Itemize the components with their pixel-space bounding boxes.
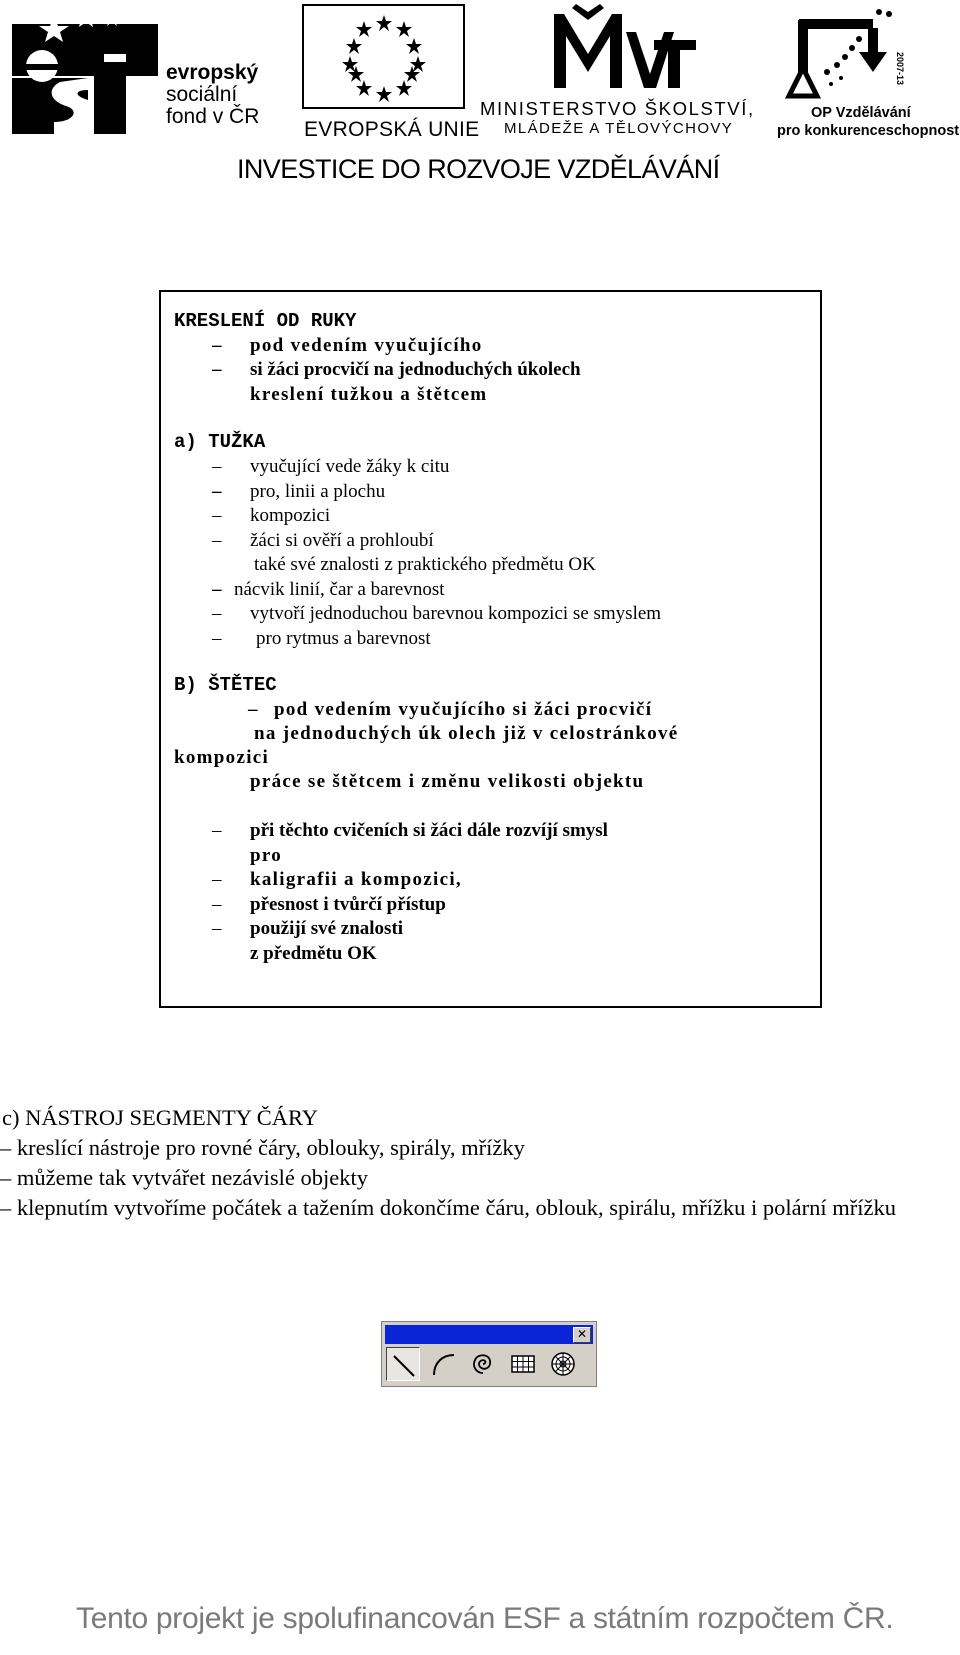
op-subtitle: pro konkurenceschopnost bbox=[777, 123, 960, 139]
dash-marker: – bbox=[212, 918, 222, 939]
esf-logo bbox=[8, 4, 293, 144]
list-item: vytvoří jednoduchou barevnou kompozici se smyslem bbox=[250, 603, 662, 624]
list-item: použijí své znalosti bbox=[250, 918, 404, 939]
toolbar-titlebar[interactable] bbox=[385, 1325, 593, 1344]
list-item: nácvik linií, čar a barevnost bbox=[234, 579, 445, 600]
eu-logo-text: EVROPSKÁ UNIE bbox=[304, 118, 480, 141]
msmt-subtitle: MLÁDEŽE A TĚLOVÝCHOVY bbox=[504, 120, 734, 137]
section-a-title: a) TUŽKA bbox=[174, 431, 266, 453]
list-item: pro, linii a plochu bbox=[250, 481, 386, 502]
rectangular-grid-icon bbox=[506, 1347, 540, 1381]
slide-heading: KRESLENÍ OD RUKY bbox=[174, 310, 357, 332]
section-b-title: B) ŠTĚTEC bbox=[174, 674, 277, 696]
line-segment-icon bbox=[387, 1348, 421, 1382]
intro-line: pod vedením vyučujícího bbox=[250, 335, 483, 356]
list-item: vyučující vede žáky k citu bbox=[250, 456, 450, 477]
slide-box bbox=[159, 290, 822, 1008]
dash-marker: – bbox=[212, 481, 222, 502]
section-b-line: kompozici bbox=[174, 747, 270, 768]
section-b-line: pod vedením vyučujícího si žáci procvičí bbox=[274, 699, 653, 720]
op-logo bbox=[775, 2, 960, 142]
intro-line: kreslení tužkou a štětcem bbox=[250, 384, 488, 405]
msmt-logo bbox=[480, 2, 770, 142]
dash-marker: – bbox=[212, 456, 222, 477]
list-item: pro bbox=[250, 845, 283, 866]
dash-marker: – bbox=[212, 359, 222, 380]
arc-tool-button[interactable] bbox=[426, 1347, 460, 1381]
dash-marker: – bbox=[212, 628, 222, 649]
list-item: kompozici bbox=[250, 505, 331, 526]
line-segment-toolbar bbox=[381, 1321, 597, 1387]
investice-banner: INVESTICE DO ROZVOJE VZDĚLÁVÁNÍ bbox=[237, 154, 720, 184]
dash-marker: – bbox=[212, 820, 222, 841]
list-item: pro rytmus a barevnost bbox=[256, 628, 431, 649]
eu-flag bbox=[302, 4, 465, 109]
list-item: z předmětu OK bbox=[250, 943, 377, 964]
polar-grid-tool-button[interactable] bbox=[546, 1347, 580, 1381]
list-item: přesnost i tvůrčí přístup bbox=[250, 894, 446, 915]
list-item: žáci si ověří a prohloubí bbox=[250, 530, 434, 551]
dash-marker: – bbox=[212, 603, 222, 624]
dash-marker: – bbox=[212, 505, 222, 526]
spiral-tool-button[interactable] bbox=[466, 1347, 500, 1381]
svg-text:2007-13: 2007-13 bbox=[895, 52, 905, 86]
arc-icon bbox=[426, 1347, 460, 1381]
list-item: při těchto cvičeních si žáci dále rozvíjí smysl bbox=[250, 820, 608, 841]
dash-marker: – bbox=[212, 530, 222, 551]
dash-marker: – bbox=[248, 699, 258, 720]
section-b-line: na jednoduchých úk olech již v celostránkové bbox=[254, 723, 679, 744]
section-c-title: c) NÁSTROJ SEGMENTY ČÁRY bbox=[2, 1105, 319, 1130]
list-item: – kreslící nástroje pro rovné čáry, oblouky, spirály, mřížky bbox=[0, 1135, 525, 1160]
list-item: kaligrafii a kompozici, bbox=[250, 869, 462, 890]
list-item: také své znalosti z praktického předmětu OK bbox=[254, 554, 596, 575]
list-item: – klepnutím vytvoříme počátek a tažením dokončíme čáru, oblouk, spirálu, mřížku i polární mřížku bbox=[0, 1195, 897, 1220]
rectangular-grid-tool-button[interactable] bbox=[506, 1347, 540, 1381]
msmt-title: MINISTERSTVO ŠKOLSTVÍ, bbox=[480, 98, 755, 119]
eu-logo bbox=[302, 4, 480, 141]
polar-grid-icon bbox=[546, 1347, 580, 1381]
funding-footer: Tento projekt je spolufinancován ESF a státním rozpočtem ČR. bbox=[76, 1602, 894, 1635]
spiral-icon bbox=[466, 1347, 500, 1381]
close-icon[interactable]: ✕ bbox=[573, 1327, 591, 1343]
section-b-line: práce se štětcem i změnu velikosti objektu bbox=[250, 771, 645, 792]
dash-marker: – bbox=[212, 869, 222, 890]
dash-marker: – bbox=[212, 894, 222, 915]
list-item: – můžeme tak vytvářet nezávislé objekty bbox=[0, 1165, 368, 1190]
line-segment-tool-button[interactable] bbox=[386, 1347, 420, 1381]
intro-line: si žáci procvičí na jednoduchých úkolech bbox=[250, 359, 581, 380]
dash-marker: – bbox=[212, 335, 222, 356]
op-title: OP Vzdělávání bbox=[811, 105, 911, 121]
esf-logo-text: evropský sociální fond v ČR bbox=[166, 61, 260, 128]
dash-marker: – bbox=[212, 579, 222, 600]
